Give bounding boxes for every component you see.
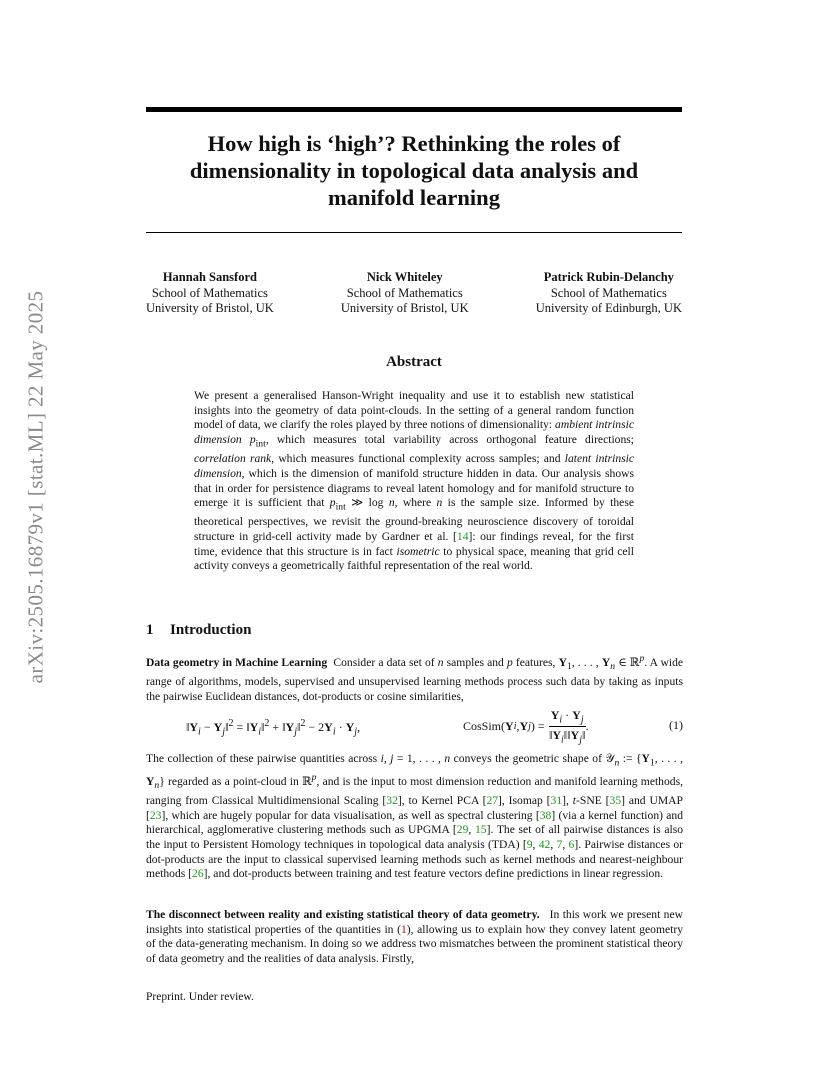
section-heading: 1 Introduction (146, 622, 252, 638)
paragraph-disconnect: The disconnect between reality and existing statistical theory of data geometry. In this work we present new insights into statistical properties of the quantities in (1), allowing us to explain how they convey latent geometry of the data-generating mechanism. In doing so we address two mismatches between the prominent statistical theory of data geometry and the realities of data analysis. Firstly, (146, 908, 683, 966)
title-rule-top (146, 107, 682, 112)
abstract-heading: Abstract (386, 354, 442, 370)
author-dept: School of Mathematics (346, 285, 463, 300)
page-footer: Preprint. Under review. (146, 991, 254, 1003)
author-2 (341, 270, 469, 317)
equation-number: (1) (669, 718, 683, 732)
paragraph-pairwise: The collection of these pairwise quantities across i, j = 1, . . . , n conveys the geometric shape of 𝒴$_n$ := {$Y_1$, . . . , $Y_n$} regarded as a point-cloud in ℝ$^p$, and is the input to most dimension reduction and manifold learning methods, ranging from Classical Multidimensional Scaling [32], to Kernel PCA [27], Isomap [31], t-SNE [35] and UMAP [23], which are hugely popular for data visualisation, as well as spectral clustering [38] (via a kernel function) and hierarchical, agglomerative clustering methods such as UPGMA [29, 15]. The set of all pairwise distances is also the input to Persistent Homology techniques in topological data analysis (TDA) [9, 42, 7, 6]. Pairwise distances or dot-products are the input to classical supervised learning methods such as kernel methods and nearest-neighbour methods [26], and dot-products between training and test feature vectors define predictions in linear regression. (146, 752, 684, 881)
abstract-body: We present a generalised Hanson-Wright inequality and use it to establish new statistical insights into the geometry of data point-clouds. In the setting of a general random function model of data, we clarify the roles played by three notions of dimensionality: ambient intrinsic dimension $p_{int}$, which measures total variability across orthogonal feature directions; correlation rank, which measures functional complexity across samples; and latent intrinsic dimension, which is the dimension of manifold structure hidden in data. Our analysis shows that in order for persistence diagrams to reveal latent homology and for manifold structure to emerge it is sufficient that $p_{int}$ ≫ log n, where n is the sample size. Informed by these theoretical perspectives, we revisit the ground-breaking neuroscience discovery of toroidal structure in grid-cell activity made by Gardner et al. [14]: our findings reveal, for the first time, evidence that this structure is in fact isometric to physical space, meaning that grid cell activity conveys a geometrically faithful representation of the real world. (194, 389, 634, 573)
author-affiliation: University of Bristol, UK (146, 301, 274, 315)
author-name: Nick Whiteley (366, 270, 443, 284)
author-1 (146, 270, 274, 317)
arxiv-identifier: arXiv:2505.16879v1 [stat.ML] 22 May 2025 (23, 290, 48, 684)
author-name: Patrick Rubin-Delanchy (543, 270, 674, 284)
author-3 (536, 270, 682, 317)
arxiv-sidebar (16, 281, 56, 693)
author-dept: School of Mathematics (550, 285, 667, 300)
author-affiliation: University of Bristol, UK (340, 301, 469, 315)
author-name: Hannah Sansford (162, 270, 257, 284)
author-affiliation: University of Edinburgh, UK (535, 301, 682, 315)
author-dept: School of Mathematics (151, 285, 268, 300)
equation-1: $‖Y_i$ − $Y_j‖^2$ = $‖Y_i‖^2$ + $‖Y_j‖^2 - 2Y_i \cdot Y_j$, CosSim( Y i , Y j ) = $\frac{Y_i \cdot Y_j}{‖Y_i‖‖Y_j‖}$ . (1) (186, 708, 683, 746)
paragraph-data-geometry: Data geometry in Machine Learning Consider a data set of n samples and p features, $Y_1$, . . . , $Y_n$ ∈ ℝ$^p$. A wide range of algorithms, models, supervised and unsupervised learning methods process such data by taking as inputs the pairwise Euclidean distances, dot-products or cosine similarities, (146, 653, 684, 703)
paper-title: How high is ‘high’? Rethinking the roles of dimensionality in topological data analysis and manifold learning (189, 131, 639, 210)
author-block (146, 270, 682, 317)
title-rule-bottom (146, 232, 682, 233)
